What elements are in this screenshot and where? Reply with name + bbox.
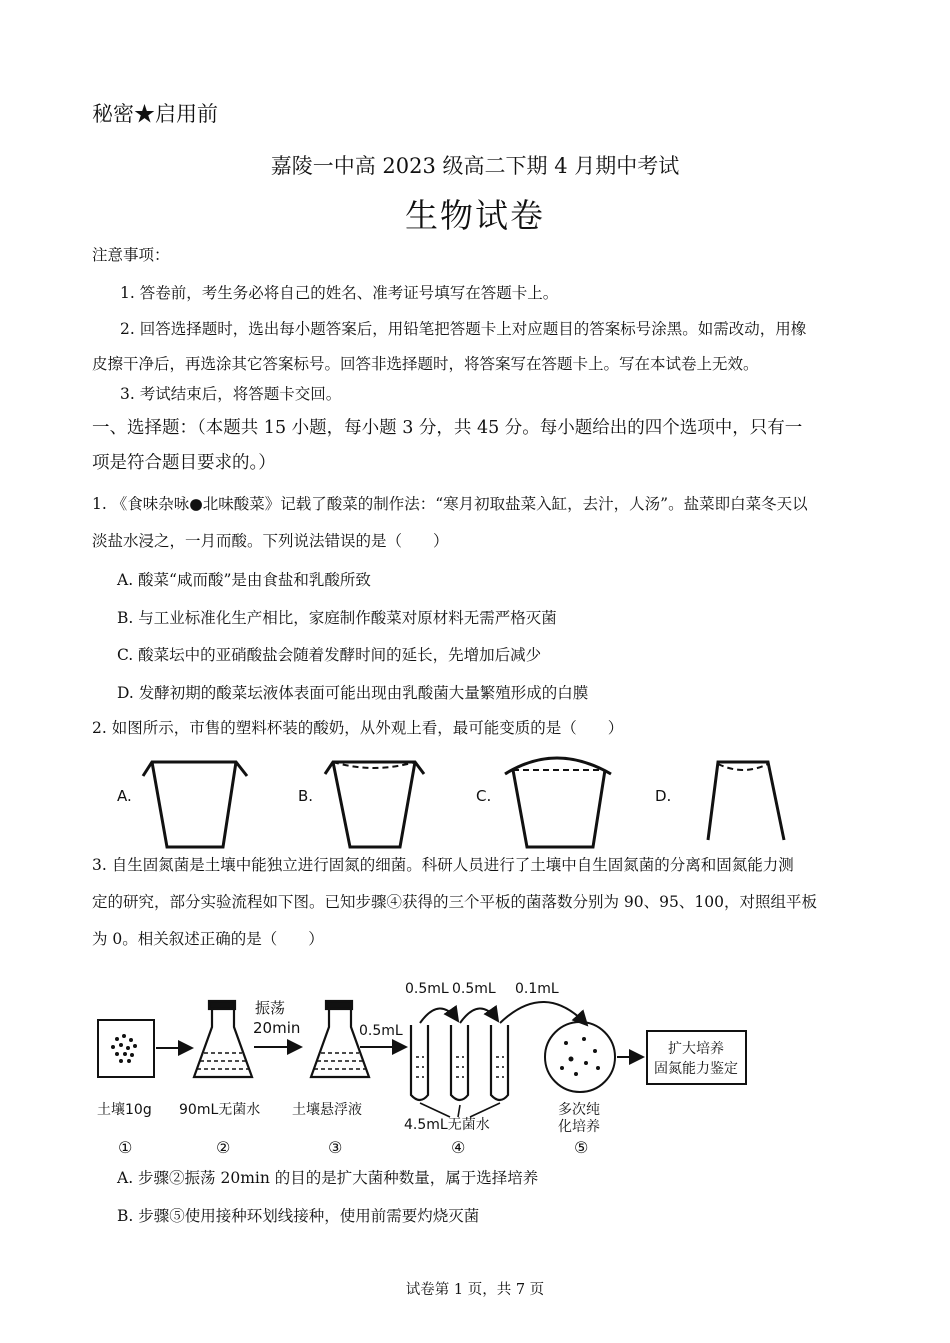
note-item-2-line-2: 皮擦干净后，再选涂其它答案标号。回答非选择题时，将答案写在答题卡上。写在本试卷上无效。 (92, 355, 759, 373)
step-2: ② (216, 1138, 231, 1157)
note-item-2-line-1: 2. 回答选择题时，选出每小题答案后，用铅笔把答题卡上对应题目的答案标号涂黑。如需改动，用橡 (120, 320, 807, 338)
label-sterile-water: 90mL无菌水 (179, 1102, 261, 1118)
volume-label-1: 0.5mL (359, 1023, 403, 1039)
section-heading-line-1: 一、选择题：（本题共 15 小题，每小题 3 分，共 45 分。每小题给出的四个选项中，只有一 (92, 418, 803, 438)
q3-option-a: A. 步骤②振荡 20min 的目的是扩大菌种数量，属于选择培养 (117, 1169, 539, 1187)
label-soil-suspension: 土壤悬浮液 (292, 1102, 362, 1118)
q1-option-d: D. 发酵初期的酸菜坛液体表面可能出现由乳酸菌大量繁殖形成的白膜 (117, 684, 589, 702)
cup-b (325, 762, 424, 847)
confidential-mark: 秘密★启用前 (92, 102, 218, 126)
volume-label-3: 0.5mL (452, 981, 496, 997)
label-purify-1: 多次纯 (558, 1102, 600, 1118)
flask-sterile-water (194, 1001, 252, 1077)
page-title: 生物试卷 (405, 196, 545, 235)
label-tubes: 4.5mL无菌水 (404, 1117, 490, 1133)
q1-option-a: A. 酸菜“咸而酸”是由食盐和乳酸所致 (117, 571, 371, 589)
test-tubes (411, 1025, 508, 1100)
q1-stem-line-2: 淡盐水浸之，一月而酸。下列说法错误的是（ ） (92, 532, 449, 550)
cup-a (143, 762, 247, 847)
q2-label-d: D. (655, 787, 672, 805)
exam-name: 嘉陵一中高 2023 级高二下期 4 月期中考试 (270, 154, 680, 178)
petri-plate (545, 1022, 615, 1092)
q3-flow-diagram (0, 975, 950, 1160)
note-item-1: 1. 答卷前，考生务必将自己的姓名、准考证号填写在答题卡上。 (120, 284, 559, 302)
q2-label-c: C. (476, 787, 492, 805)
flask-soil-suspension (311, 1001, 369, 1077)
q1-stem-line-1: 1. 《食味杂咏●北味酸菜》记载了酸菜的制作法：“寒月初取盐菜入缸，去汁，人汤”。盐菜即白菜冬天以 (92, 495, 808, 513)
result-box-line-1: 扩大培养 (668, 1041, 724, 1057)
step-4: ④ (451, 1138, 466, 1157)
label-soil: 土壤10g (97, 1102, 152, 1118)
q3-stem-line-3: 为 0。相关叙述正确的是（ ） (92, 930, 324, 948)
shake-label: 振荡 (255, 999, 286, 1017)
step-3: ③ (328, 1138, 343, 1157)
note-item-3: 3. 考试结束后，将答题卡交回。 (120, 385, 342, 403)
step-5: ⑤ (574, 1138, 589, 1157)
soil-box (98, 1020, 154, 1077)
cup-d (708, 762, 784, 840)
q3-option-b: B. 步骤⑤使用接种环划线接种，使用前需要灼烧灭菌 (117, 1207, 480, 1225)
q2-label-a: A. (117, 787, 132, 805)
label-purify-2: 化培养 (558, 1119, 600, 1135)
volume-label-2: 0.5mL (405, 981, 449, 997)
volume-label-4: 0.1mL (515, 981, 559, 997)
step-1: ① (118, 1138, 133, 1157)
q3-stem-line-2: 定的研究，部分实验流程如下图。已知步骤④获得的三个平板的菌落数分别为 90、95、100，对照组平板 (92, 893, 817, 911)
q2-cup-figure (0, 750, 950, 855)
q1-option-b: B. 与工业标准化生产相比，家庭制作酸菜对原材料无需严格灭菌 (117, 609, 557, 627)
q1-option-c: C. 酸菜坛中的亚硝酸盐会随着发酵时间的延长，先增加后减少 (117, 646, 542, 664)
q3-stem-line-1: 3. 自生固氮菌是土壤中能独立进行固氮的细菌。科研人员进行了土壤中自生固氮菌的分离和固氮能力测 (92, 856, 794, 874)
result-box-line-2: 固氮能力鉴定 (654, 1061, 738, 1077)
cup-c (505, 758, 611, 847)
page-footer: 试卷第 1 页，共 7 页 (405, 1282, 545, 1298)
shake-time-label: 20min (253, 1019, 301, 1037)
q2-label-b: B. (298, 787, 314, 805)
section-heading-line-2: 项是符合题目要求的。） (92, 453, 276, 473)
notes-heading: 注意事项： (92, 246, 170, 264)
q2-stem: 2. 如图所示，市售的塑料杯装的酸奶，从外观上看，最可能变质的是（ ） (92, 719, 624, 737)
